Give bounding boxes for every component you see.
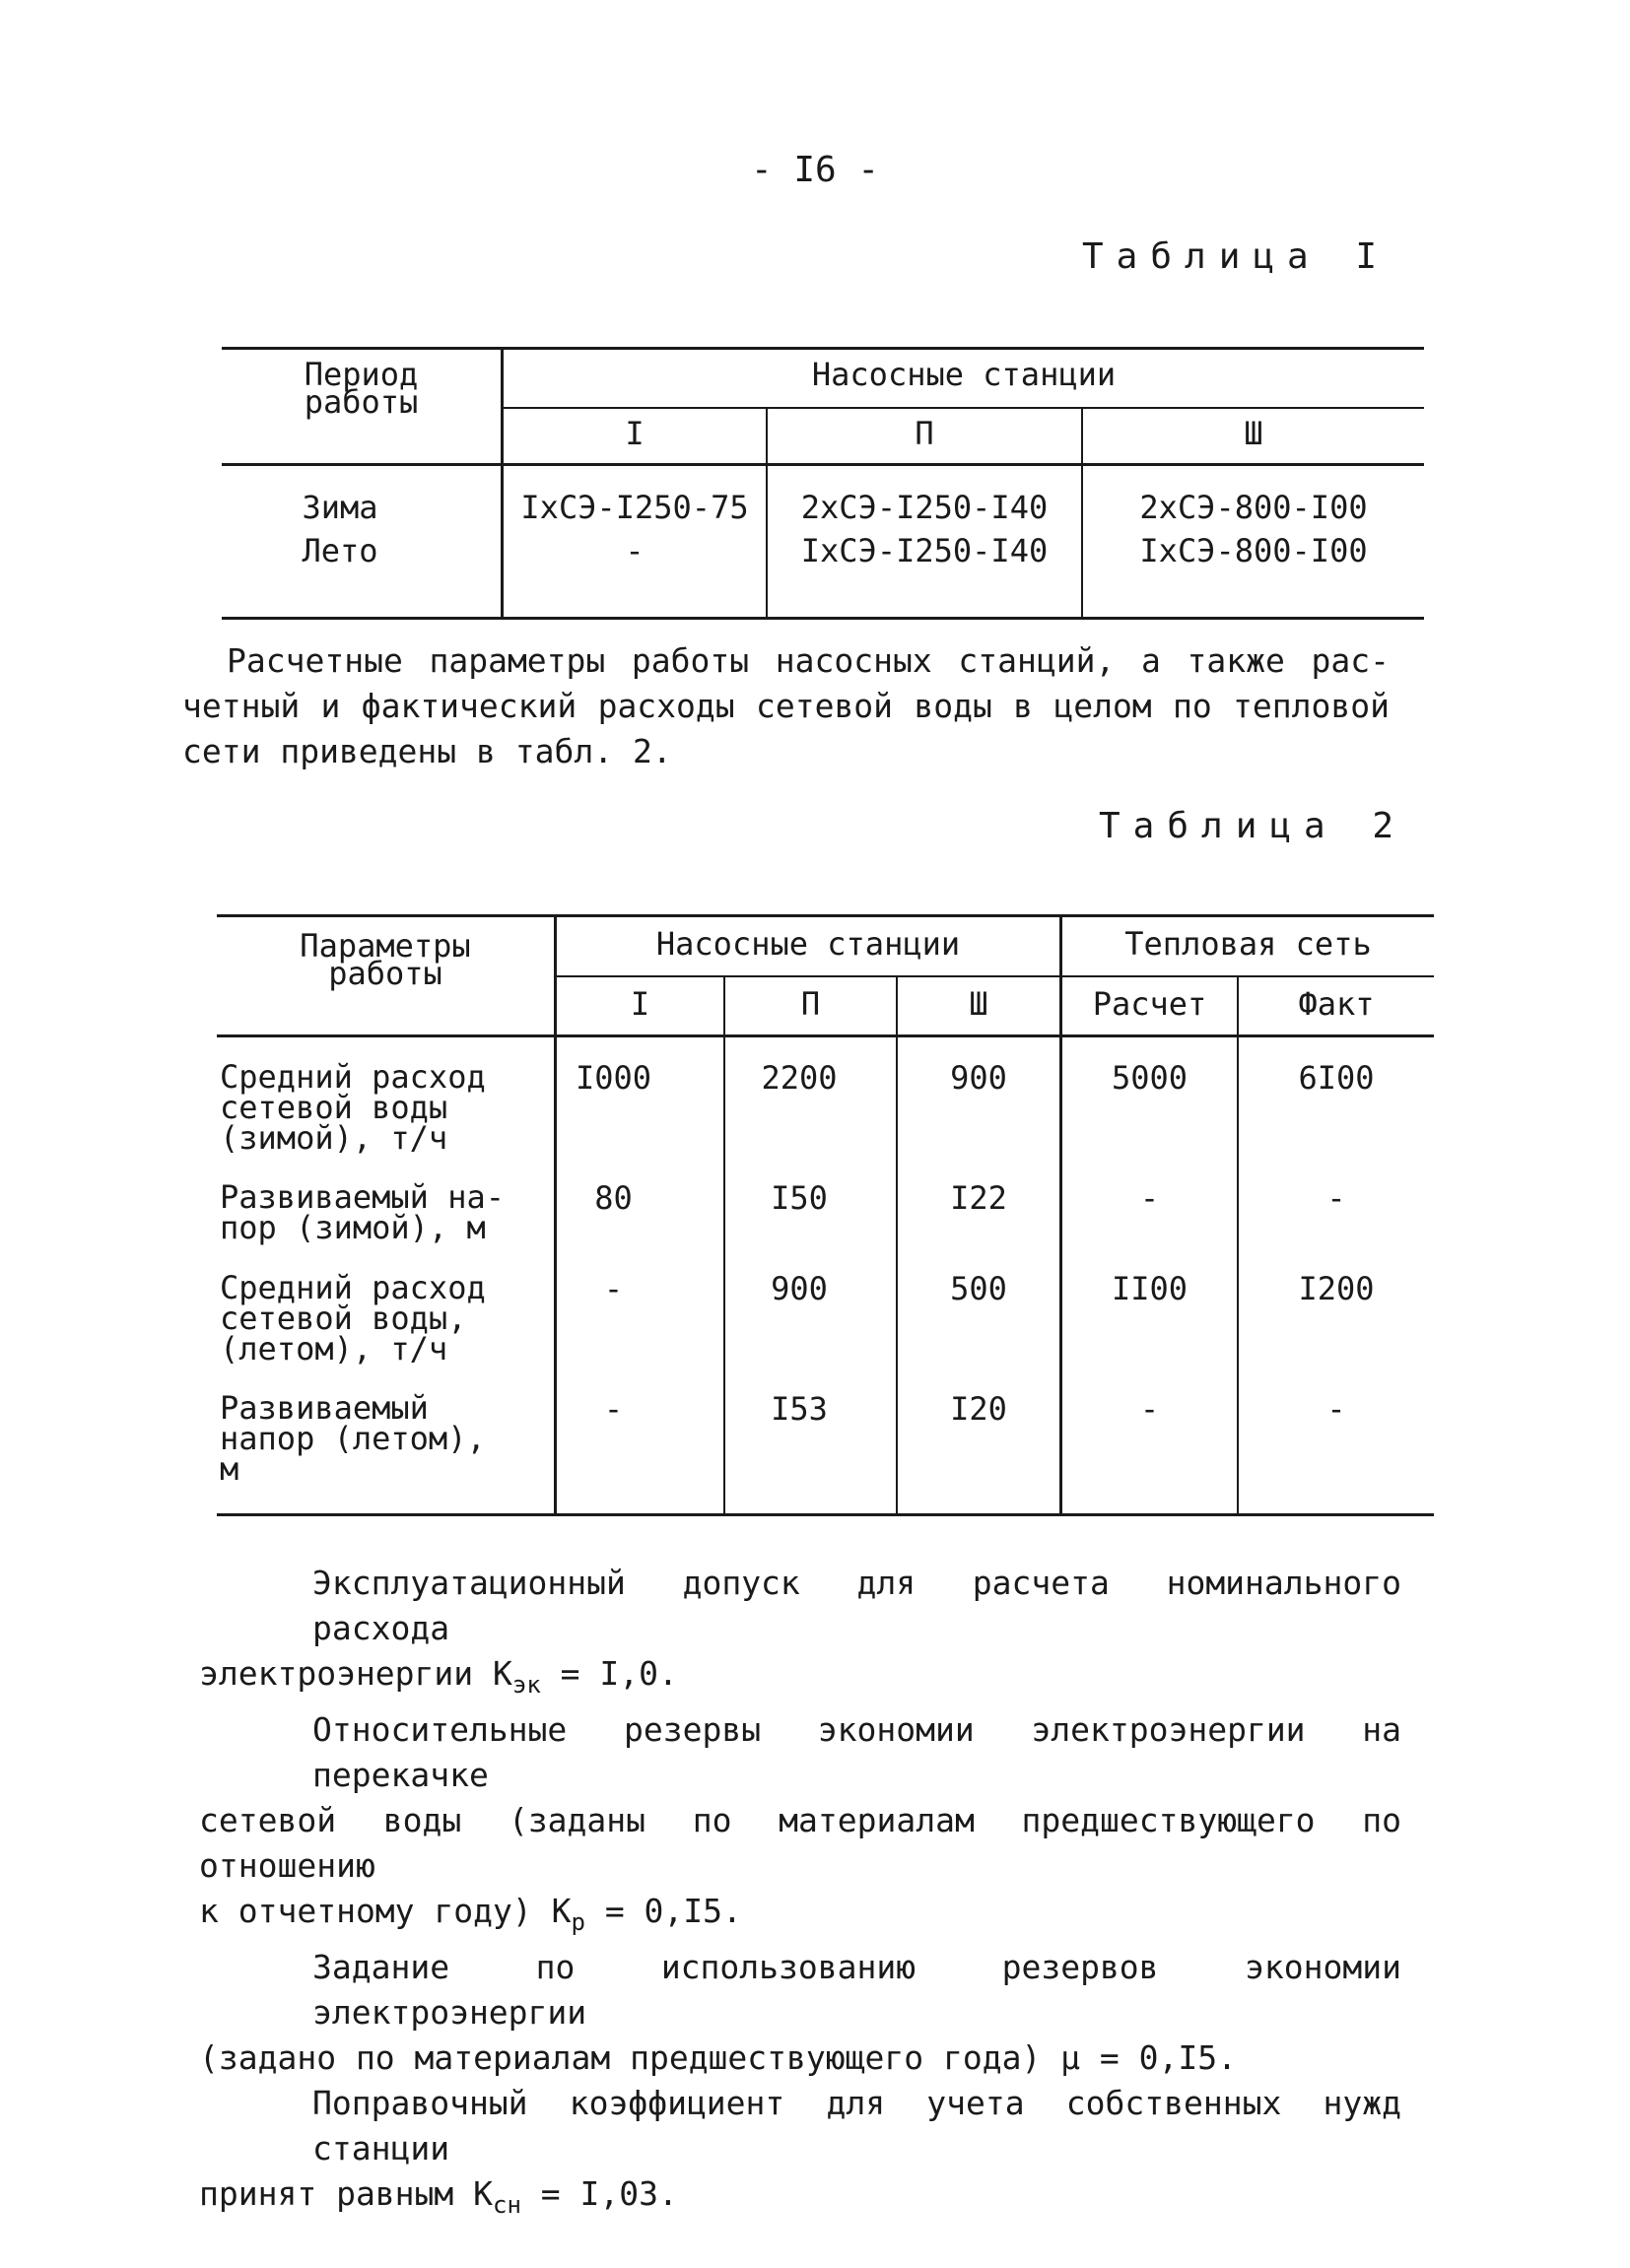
table2-row4-value-5: - [1326,1390,1346,1428]
p2-line-5-sub: р [571,1908,585,1936]
table2-row1-label-3: (зимой), т/ч [220,1119,448,1157]
table1-header-period-line1: Период [304,356,419,393]
p2-line-5-b: = 0,I5. [584,1892,742,1930]
table2-row2-value-1: 80 [594,1179,633,1217]
table2-row4-value-3: I20 [950,1390,1007,1428]
p2-line-4: сетевой воды (заданы по материалам предшествующего по отношению [199,1801,1401,1885]
table2-header-col-4: Расчет [1092,985,1207,1023]
table1-header-station-1: I [625,415,645,452]
paragraph-1-line-3: сети приведены в табл. 2. [182,732,672,770]
table2-row2-label-1: Развиваемый на- [220,1178,505,1216]
page-number: - I6 - [750,150,880,190]
paragraph-1-line-2: четный и фактический расходы сетевой воды в целом по тепловой [182,687,1390,725]
table1-row2-value-2: IxСЭ-I250-I40 [800,532,1049,569]
table2-header-param-line1: Параметры [300,927,471,965]
p2-line-2-a: электроэнергии K [199,1654,512,1693]
table2-header-col-5: Факт [1298,985,1375,1023]
p2-line-5 [199,1889,1401,1945]
p2-line-6: Задание по использованию резервов экономии электроэнергии [312,1948,1401,2032]
p2-line-2 [199,1651,1401,1707]
p2-line-3: Относительные резервы экономии электроэнергии на перекачке [312,1710,1401,1794]
paragraph-1-line-1: Расчетные параметры работы насосных станций, а также рас- [227,641,1390,680]
table1-row1-period: Зима [302,489,378,526]
paragraph-1 [182,638,1390,774]
table2-row4-value-4: - [1139,1390,1160,1428]
table1-row1-value-1: IxСЭ-I250-75 [520,489,749,526]
table2-row4-value-2: I53 [771,1390,828,1428]
p2-line-7: (задано по материалам предшествующего года) μ = 0,I5. [199,2038,1237,2077]
table2-header-col-1: I [630,985,650,1023]
table1-header-period-line2: работы [304,383,419,421]
table2-row3-label-1: Средний расход [220,1269,486,1306]
table2-row4-value-1: - [603,1390,624,1428]
table1-row2-value-1: - [625,532,645,569]
table1-header-group: Насосные станции [811,356,1117,393]
table2-row4-label-2: напор (летом), [220,1420,486,1457]
table2-row3-value-4: II00 [1111,1270,1189,1307]
table2-row1-label-1: Средний расход [220,1058,486,1096]
table2-row2-label-2: пор (зимой), м [220,1209,486,1246]
table2-row3-value-1: - [603,1270,624,1307]
table2-row1-value-4: 5000 [1111,1059,1189,1097]
p2-line-2-b: = I,0. [540,1654,678,1693]
table1-header-station-2: П [915,415,934,452]
table1-header-station-3: Ш [1244,415,1263,452]
p2-line-2-sub: эк [511,1671,541,1699]
table2-row2-value-2: I50 [771,1179,828,1217]
table2-header-group-stations: Насосные станции [655,925,961,963]
paragraph-2 [199,1561,1401,2228]
table2-row2-value-3: I22 [950,1179,1007,1217]
p2-line-8: Поправочный коэффициент для учета собственных нужд станции [312,2084,1401,2168]
table1-row1-value-3: 2xСЭ-800-I00 [1139,489,1368,526]
table2-header-col-2: П [800,985,821,1023]
table1-row2-value-3: IxСЭ-800-I00 [1139,532,1368,569]
table2-row1-value-2: 2200 [761,1059,838,1097]
p2-line-9-sub: сн [493,2191,521,2219]
table1-caption: Таблица I [1082,236,1391,277]
table2-caption: Таблица 2 [1099,806,1407,846]
table2-row3-value-3: 500 [950,1270,1007,1307]
table2-row3-label-2: сетевой воды, [220,1300,467,1337]
table2-row1-value-3: 900 [950,1059,1007,1097]
table2-row3-label-3: (летом), т/ч [220,1330,448,1367]
p2-line-5-a: к отчетному году) K [199,1892,572,1930]
table2-row3-value-5: I200 [1298,1270,1375,1307]
table1-row2-period: Лето [302,532,378,569]
table2-header-col-3: Ш [969,985,988,1023]
p2-line-1: Эксплуатационный допуск для расчета номинального расхода [312,1564,1401,1647]
p2-line-9 [199,2171,1401,2228]
table2-row1-label-2: сетевой воды [220,1089,448,1126]
table2-row1-value-1: I000 [575,1059,652,1097]
p2-line-9-b: = I,03. [520,2174,678,2213]
table2-row2-value-4: - [1139,1179,1160,1217]
table2-row2-value-5: - [1326,1179,1346,1217]
table2-header-group-network: Тепловая сеть [1124,925,1372,963]
p2-line-9-a: принят равным K [199,2174,494,2213]
table2-row3-value-2: 900 [771,1270,828,1307]
table2-row4-label-1: Развиваемый [220,1389,429,1427]
table1-row1-value-2: 2xСЭ-I250-I40 [800,489,1049,526]
table2-row1-value-5: 6I00 [1298,1059,1375,1097]
table2-row4-label-3: м [220,1450,239,1488]
table2-header-param-line2: работы [328,955,442,992]
